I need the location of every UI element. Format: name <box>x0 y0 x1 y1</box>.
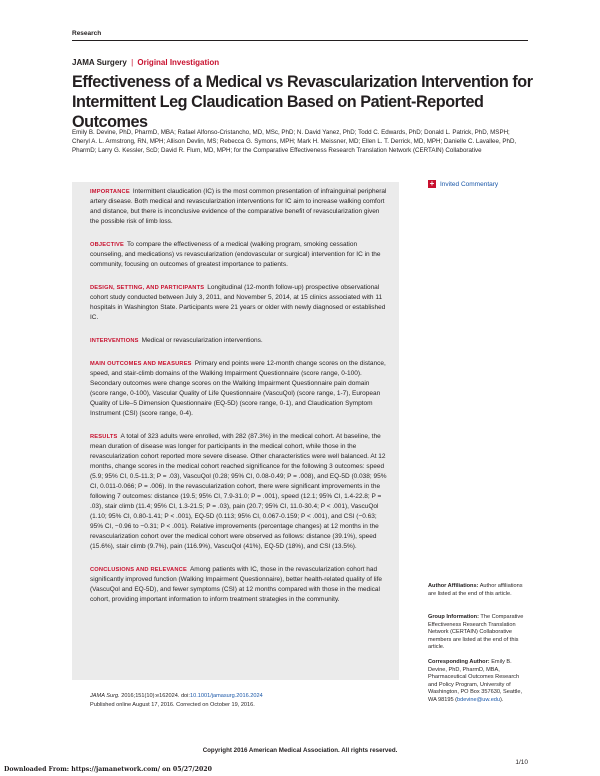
abstract-box <box>72 182 399 680</box>
corresponding-end: ). <box>500 696 504 703</box>
group-label: Group Information: <box>428 614 479 620</box>
abstract-section-results <box>90 432 389 552</box>
abstract-text: Primary end points were 12-month change scores on the distance, speed, and stair-climb domains of the Walking Impairment Questionnaire (score range, 0-100). Secondary outcomes were change scores on the Walking Impairment Questionnaire pain domain (score range, 0-100), Vascular Quality of Life Questionnaire (VascuQol) (score range, 1-7), European Quality of Life–5 Dimension Questionnaire (EQ-5D) (score range, 0-1), and Claudication Symptom Instrument (CSI) (score range, 0-4). <box>90 360 386 417</box>
abstract-heading: CONCLUSIONS AND RELEVANCE <box>90 567 187 573</box>
abstract-text: Among patients with IC, those in the revascularization cohort had significantly improved function (Walking Impairment Questionnaire), better health-related quality of life (VascuQol and EQ-5D), and fewer symptoms (CSI) at 12 months compared with those in the medical cohort, providing important information to inform treatment strategies in the community. <box>90 566 383 603</box>
abstract-section-design <box>90 283 389 323</box>
doi-link[interactable]: 10.1001/jamasurg.2016.2024 <box>189 693 263 699</box>
abstract-heading: IMPORTANCE <box>90 189 130 195</box>
corresponding-email-link[interactable]: bdevine@uw.edu <box>457 696 501 703</box>
publication-date: Published online August 17, 2016. Corrected on October 19, 2016. <box>90 701 255 708</box>
citation-ref: 2016;151(10):e162024. <box>121 693 180 699</box>
article-title: Effectiveness of a Medical vs Revascularization Intervention for Intermittent Leg Claudication Based on Patient-Reported Outcomes <box>72 73 533 131</box>
journal-line <box>72 58 219 67</box>
citation-block <box>90 692 390 709</box>
article-type: Original Investigation <box>137 58 220 67</box>
abstract-text: Longitudinal (12-month follow-up) prospective observational cohort study conducted between July 3, 2011, and November 5, 2014, at 15 clinics associated with 11 hospitals in Washington State. Participants were 21 years or older with newly diagnosed or established IC. <box>90 284 386 321</box>
plus-square-icon: + <box>429 179 435 188</box>
doi-label: doi: <box>180 693 190 699</box>
abstract-section-conclusions <box>90 565 389 605</box>
abstract-section-outcomes <box>90 359 389 419</box>
copyright-notice: Copyright 2016 American Medical Association. All rights reserved. <box>202 747 398 754</box>
abstract-heading: INTERVENTIONS <box>90 338 139 344</box>
journal-separator: | <box>131 58 134 67</box>
affiliations-text: Author affiliations are listed at the end of this article. <box>428 583 523 597</box>
author-affiliations <box>428 583 528 598</box>
invited-commentary-label: Invited Commentary <box>440 180 499 188</box>
group-text: The Comparative Effectiveness Research Translation Network (CERTAIN) Collaborative members are listed at the end of this article. <box>428 614 524 650</box>
abstract-text: A total of 323 adults were enrolled, with 282 (87.3%) in the medical cohort. At baseline, the mean duration of disease was longer for participants in the medical cohort, while those in the revascularization cohort reported more severe disease. Other characteristics were well balanced. At 12 months, change scores in the medical cohort reached significance for the following 3 outcomes: speed (5.9; 95% CI, 0.5-11.3; P = .03), VascuQol (0.28; 95% CI, 0.08-0.49; P = .008), and EQ-5D (0.038; 95% CI, 0.011-0.066; P = .006). In the revascularization cohort, there were significant improvements in the following 7 outcomes: distance (19.5; 95% CI, 7.9-31.0; P = .001), speed (12.1; 95% CI, 1.4-22.8; P = .03), stair climb (11.4; 95% CI, 1.3-21.5; P = .03), pain (20.7; 95% CI, 11.0-30.4; P < .001), VascuQol (1.10; 95% CI, 0.80-1.41; P < .001), EQ-5D (0.113; 95% CI, 0.067-0.159; P < .001), and CSI (−0.63; 95% CI, −0.96 to −0.31; P < .001). Relative improvements (percentage changes) at 12 months in the revascularization cohort over the medical cohort were observed as follows: distance (39.1%), speed (15.6%), stair climb (9.7%), pain (116.9%), VascuQol (41%), EQ-5D (18%), and CSI (13.5%). <box>90 433 387 550</box>
citation-journal: JAMA Surg. <box>90 693 120 699</box>
download-stamp: Downloaded From: https://jamanetwork.com/ on 05/27/2020 <box>4 766 212 773</box>
citation-line <box>90 692 390 701</box>
abstract-heading: MAIN OUTCOMES AND MEASURES <box>90 361 192 367</box>
abstract-section-importance <box>90 187 389 227</box>
group-information <box>428 614 528 652</box>
journal-name: JAMA Surgery <box>72 58 127 67</box>
abstract-section-objective <box>90 240 389 270</box>
author-list: Emily B. Devine, PhD, PharmD, MBA; Rafael Alfonso-Cristancho, MD, MSc, PhD; N. David Yanez, PhD; Todd C. Edwards, PhD; Donald L. Patrick, PhD, MSPH; Cheryl A. L. Armstrong, RN, MPH; Allison Devlin, MS; Rebecca G. Symons, MPH; Mark H. Meissner, MD; Ellen L. T. Derrick, MD, MPH; Danielle C. Lavallee, PhD, PharmD; Larry G. Kessler, ScD; David R. Flum, MD, MPH; for the Comparative Effectiveness Research Translation Network (CERTAIN) Collaborative <box>72 129 517 154</box>
corresponding-label: Corresponding Author: <box>428 659 490 665</box>
abstract-text: Medical or revascularization interventions. <box>141 337 263 344</box>
abstract-section-interventions <box>90 336 389 346</box>
abstract-heading: DESIGN, SETTING, AND PARTICIPANTS <box>90 285 205 291</box>
abstract-heading: OBJECTIVE <box>90 242 125 248</box>
invited-commentary-link[interactable] <box>428 180 498 188</box>
affiliations-label: Author Affiliations: <box>428 583 479 589</box>
section-label: Research <box>72 30 102 37</box>
abstract-text: To compare the effectiveness of a medical (walking program, smoking cessation counseling, and medications) vs revascularization (endovascular or surgical) intervention for IC in the community, focusing on outcomes of greatest importance to patients. <box>90 241 381 268</box>
corresponding-text: Emily B. Devine, PhD, PharmD, MBA, Pharmaceutical Outcomes Research and Policy Program, University of Washington, PO Box 357630, Seattle, WA 98195 ( <box>428 659 523 703</box>
corresponding-author <box>428 659 528 704</box>
top-divider <box>72 40 528 41</box>
abstract-heading: RESULTS <box>90 434 118 440</box>
abstract-text: Intermittent claudication (IC) is the most common presentation of infrainguinal peripheral artery disease. Both medical and revascularization interventions for IC aim to increase walking comfort and distance, but there is inconclusive evidence of the comparative benefit of revascularization given the possible risk of limb loss. <box>90 188 387 225</box>
page-number: 1/10 <box>515 759 528 766</box>
